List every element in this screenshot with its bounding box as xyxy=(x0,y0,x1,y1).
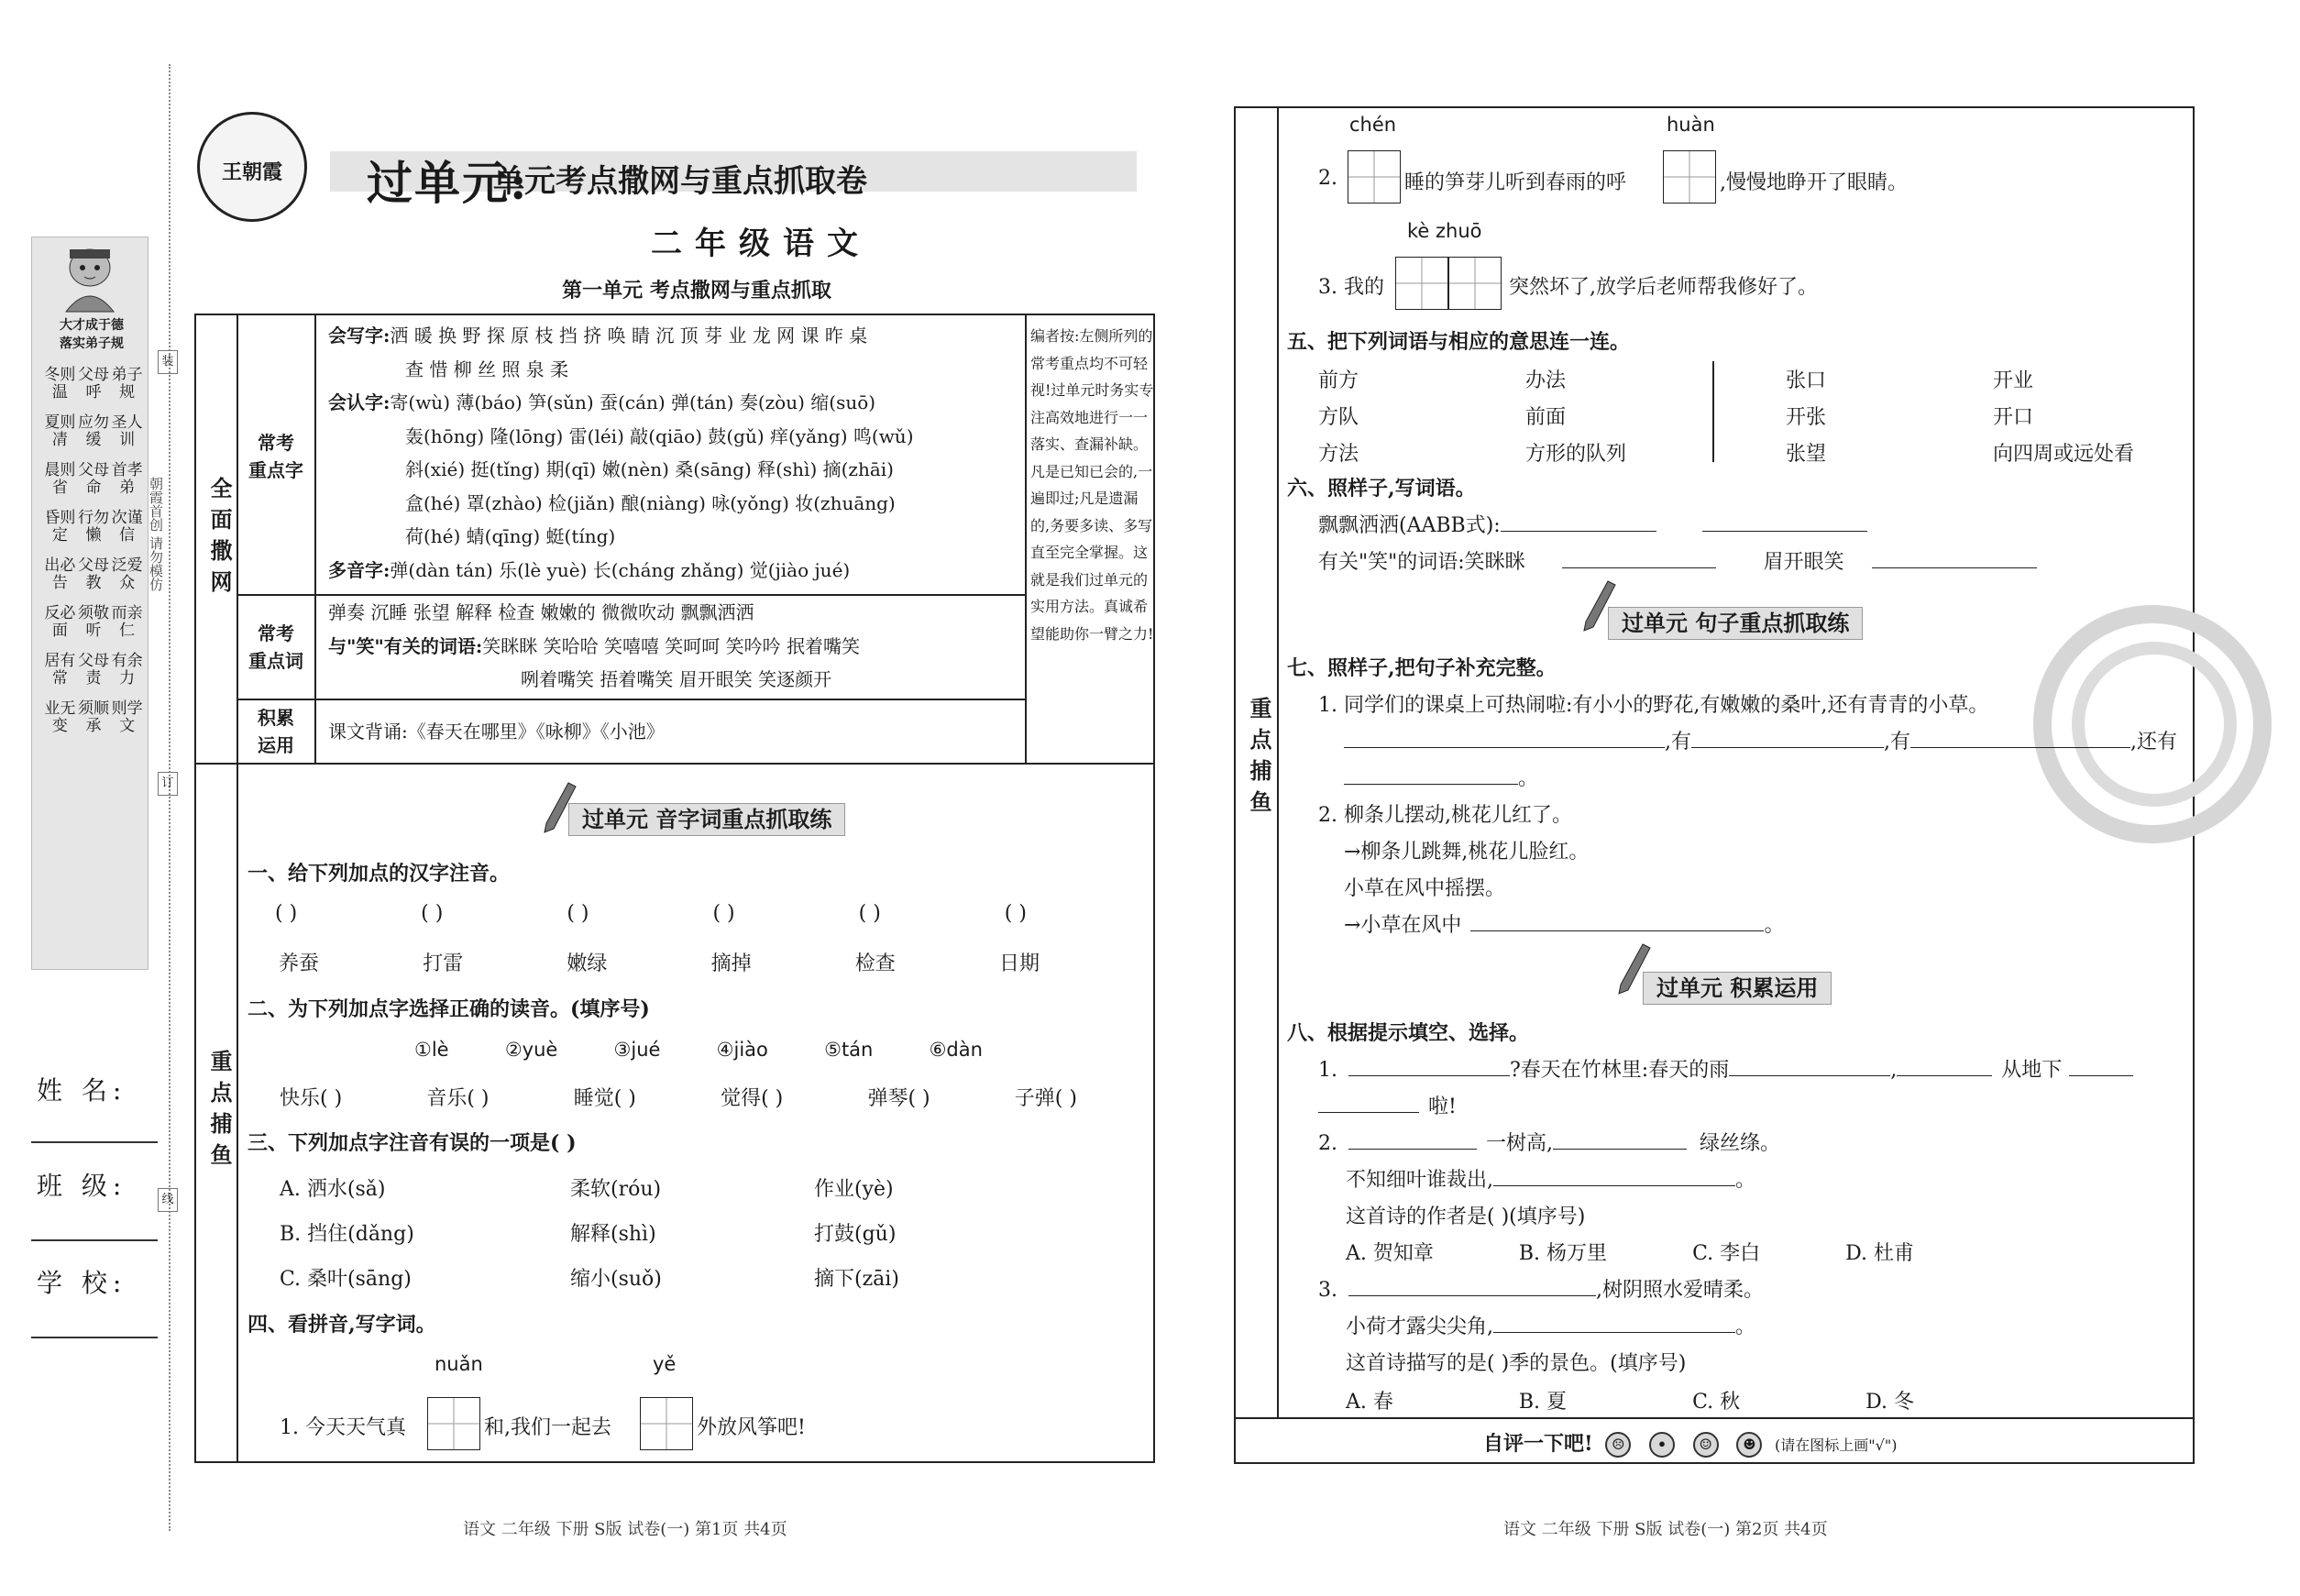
unit-title: 第一单元 考点撒网与重点抓取 xyxy=(562,279,831,303)
motto-cell: 晨则省 xyxy=(44,461,76,497)
question-1-title: 一、给下列加点的汉字注音。 xyxy=(248,862,511,886)
copyright-note: 朝霞首创 请勿模仿 xyxy=(148,477,164,591)
q4-sentence-part: 和,我们一起去 xyxy=(484,1416,611,1439)
section-banner: 过单元 句子重点抓取练 xyxy=(1608,607,1863,640)
q5-column xyxy=(1318,363,1359,473)
banner-title: 过单元: xyxy=(367,156,529,210)
grade-title: 二年级语文 xyxy=(651,226,871,262)
answer-blank[interactable] xyxy=(1702,512,1867,532)
answer-paren[interactable]: ( ) xyxy=(858,902,881,925)
q5-word[interactable]: 方法 xyxy=(1318,443,1359,466)
question-8-title: 八、根据提示填空、选择。 xyxy=(1287,1021,1530,1045)
school-label: 学 校: xyxy=(37,1268,127,1298)
key-fish-label: 重点捕鱼 xyxy=(1246,697,1272,821)
motto-cell: 弟子规 xyxy=(111,366,143,402)
q5-word[interactable]: 张望 xyxy=(1786,443,1827,466)
question-4-title: 四、看拼音,写字词。 xyxy=(248,1313,436,1337)
editor-note: 编者按:左侧所列的常考重点均不可轻视!过单元时务实专注高效地进行一一落实、查漏补缺。凡是已知已会的,一遍即过;凡是遗漏的,务要多读、多写直至完全掌握。这就是我们过单元的实用方法。真诚希望能助你一臂之力! xyxy=(1030,327,1154,643)
answer-blank[interactable] xyxy=(1344,728,1665,748)
pinyin-ye: yě xyxy=(653,1353,677,1375)
q2-item[interactable]: 觉得( ) xyxy=(721,1087,784,1110)
motto-cell: 首孝弟 xyxy=(111,461,143,497)
mascot-illustration xyxy=(53,244,127,314)
motto-cell: 昏则定 xyxy=(44,509,76,545)
motto-cell: 父母命 xyxy=(77,461,109,497)
q2-item[interactable]: 子弹( ) xyxy=(1014,1087,1077,1110)
sad-face-icon[interactable]: ☹ xyxy=(1605,1432,1631,1458)
q3-option: 柔软(róu) xyxy=(570,1178,662,1201)
q5-word[interactable]: 前方 xyxy=(1318,369,1359,392)
writing-grid-box[interactable] xyxy=(1448,257,1502,310)
q5-word[interactable]: 开张 xyxy=(1786,406,1827,429)
q8-option[interactable]: C. 李白 xyxy=(1692,1242,1761,1265)
q3-option[interactable]: C. 桑叶(sāng) xyxy=(280,1268,412,1291)
q5-word[interactable]: 方队 xyxy=(1318,406,1359,429)
q5-word[interactable]: 方形的队列 xyxy=(1525,443,1627,466)
motto-cell: 须顺承 xyxy=(77,699,109,735)
answer-paren[interactable]: ( ) xyxy=(712,902,735,925)
watermark-stamp-inner xyxy=(2072,642,2237,807)
key-words-content: 弹奏 沉睡 张望 解释 检查 嫩嫩的 微微吹动 飘飘洒洒 与"笑"有关的词语:笑眯眯 笑哈哈 笑嘻嘻 笑呵呵 笑吟吟 抿着嘴笑 咧着嘴笑 捂着嘴笑 眉开眼笑 笑逐颜开 xyxy=(328,601,861,690)
page2-footer: 语文 二年级 下册 S版 试卷(一) 第2页 共4页 xyxy=(1503,1520,1828,1539)
recite-content: 课文背诵:《春天在哪里》《咏柳》《小池》 xyxy=(328,721,665,743)
q1-word: 摘掉 xyxy=(710,952,752,975)
category-chars: 常考 重点字 xyxy=(248,432,303,481)
answer-blank[interactable] xyxy=(1897,1056,1992,1076)
q6-line-2: 有关"笑"的词语:笑眯眯 眉开眼笑 xyxy=(1318,546,2037,575)
category-words: 常考 重点词 xyxy=(248,622,303,672)
banner-subtitle: 单元考点撒网与重点抓取卷 xyxy=(493,163,867,200)
q8-line: 2. 一树高, 绿丝绦。 xyxy=(1318,1128,1780,1156)
q2-item[interactable]: 弹琴( ) xyxy=(867,1087,930,1110)
q5-column xyxy=(1525,363,1626,473)
question-2-title: 二、为下列加点字选择正确的读音。(填序号) xyxy=(248,997,650,1021)
answer-paren[interactable]: ( ) xyxy=(1004,902,1027,925)
section-banner: 过单元 积累运用 xyxy=(1643,972,1832,1005)
q3-option: 打鼓(gǔ) xyxy=(814,1223,897,1246)
question-6-title: 六、照样子,写词语。 xyxy=(1287,477,1476,501)
motto-cell: 次谨信 xyxy=(111,509,143,545)
school-field[interactable] xyxy=(31,1337,158,1338)
class-field[interactable] xyxy=(31,1239,158,1241)
q1-word: 打雷 xyxy=(423,952,464,975)
answer-blank[interactable] xyxy=(1501,512,1656,532)
motto-cell: 业无变 xyxy=(44,699,76,735)
answer-blank[interactable] xyxy=(1493,1166,1735,1186)
sentence-2-label: 2. xyxy=(1318,167,1337,190)
motto-cell: 父母责 xyxy=(77,652,109,688)
answer-blank[interactable] xyxy=(1553,1129,1687,1150)
answer-paren[interactable]: ( ) xyxy=(421,902,444,925)
q8-options xyxy=(1346,1386,1914,1414)
q8-options xyxy=(1346,1238,1914,1266)
key-fish-label: 重点捕鱼 xyxy=(206,1050,233,1174)
writing-grid-box[interactable] xyxy=(427,1397,480,1450)
q5-word[interactable]: 向四周或远处看 xyxy=(1993,443,2135,466)
answer-blank[interactable] xyxy=(2069,1056,2133,1076)
motto-title: 大才成于德 落实弟子规 xyxy=(60,318,124,351)
q7-example-2b: →柳条儿跳舞,桃花儿脸红。 xyxy=(1344,841,1590,864)
category-accumulate: 积累 运用 xyxy=(258,707,294,756)
q6-line-1: 飘飘洒洒(AABB式): xyxy=(1318,510,1867,538)
q1-word: 日期 xyxy=(998,952,1040,975)
q8-option[interactable]: C. 秋 xyxy=(1692,1391,1741,1414)
q3-option[interactable]: B. 挡住(dǎng) xyxy=(280,1223,414,1246)
q8-line: 啦! xyxy=(1318,1091,1457,1119)
answer-blank[interactable] xyxy=(1348,1129,1477,1150)
q8-line: 1. ?春天在竹林里:春天的雨 , 从地下 xyxy=(1318,1054,2133,1083)
q7-example: 1. 同学们的课桌上可热闹啦:有小小的野花,有嫩嫩的桑叶,还有青青的小草。 xyxy=(1318,694,1989,717)
answer-blank[interactable] xyxy=(1729,1056,1890,1076)
answer-blank[interactable] xyxy=(1344,765,1518,785)
q8-line: 不知细叶谁裁出, 。 xyxy=(1346,1164,1755,1193)
binding-mark: 线 xyxy=(158,1188,178,1212)
q8-option[interactable]: D. 冬 xyxy=(1865,1391,1914,1414)
answer-blank[interactable] xyxy=(1872,548,2037,568)
q5-column xyxy=(1786,363,1826,473)
q8-line: 小荷才露尖尖角, 。 xyxy=(1346,1311,1755,1339)
q4-sentence-part: 1. 今天天气真 xyxy=(280,1416,406,1439)
motto-cell: 反必面 xyxy=(44,604,76,640)
q2-item[interactable]: 睡觉( ) xyxy=(573,1087,636,1110)
motto-cell: 夏则凊 xyxy=(44,413,76,449)
motto-cell: 出必告 xyxy=(44,556,76,592)
q1-word: 检查 xyxy=(854,952,896,975)
class-label: 班 级: xyxy=(37,1171,127,1201)
motto-cell: 泛爱众 xyxy=(111,556,143,592)
sentence-2-text: ,慢慢地睁开了眼睛。 xyxy=(1720,171,1908,194)
motto-cell: 须敬听 xyxy=(77,604,109,640)
binding-mark: 订 xyxy=(158,772,178,796)
writing-grid-box[interactable] xyxy=(640,1397,693,1450)
q2-options: ①lè ②yuè ③jué ④jiào ⑤tán ⑥dàn xyxy=(414,1039,983,1061)
q7-fill-line: ,有 ,有 ,还有 xyxy=(1344,726,2177,754)
answer-blank[interactable] xyxy=(1470,911,1764,931)
writing-grid-box[interactable] xyxy=(1663,150,1716,204)
full-net-label: 全面撒网 xyxy=(206,477,233,601)
self-eval-row xyxy=(1483,1428,1897,1458)
name-field[interactable] xyxy=(31,1141,158,1143)
writing-grid-box[interactable] xyxy=(1348,150,1401,204)
q7-example-2: 2. 柳条儿摆动,桃花儿红了。 xyxy=(1318,804,1572,827)
self-eval-hint: (请在图标上画"√") xyxy=(1775,1436,1898,1454)
answer-blank[interactable] xyxy=(1348,1276,1596,1296)
pinyin-chen: chén xyxy=(1349,114,1397,136)
binding-line xyxy=(169,64,171,1531)
key-chars-content: 会写字:洒 暖 换 野 探 原 枝 挡 挤 唤 睛 沉 顶 芽 业 龙 网 课 昨 桌 查 惜 柳 丝 照 泉 柔 会认字:寄(wù) 薄(báo) 笋(sǔn) 蚕(cán) 弹(tán) 奏(zòu) 缩(suō) 轰(hōng) 隆(lōng) 雷(léi) 敲(qiāo) 鼓(gǔ) 痒(yǎng) 鸣(wǔ) 斜(xié) 挺(tǐng) 期(qī) 嫩(nèn) 桑(sāng) 释(shì) 摘(zhāi) 盒(hé) 罩(zhào) 检(jiǎn) 酿(niàng) 咏(yǒng) 妆(zhuāng) 荷(hé) 蜻(qīng) 蜓(tíng) 多音字:弹(dàn tán) 乐(lè yuè) 长(cháng zhǎng) 觉(jiào jué) xyxy=(328,325,914,581)
motto-grid xyxy=(44,367,143,735)
answer-blank[interactable] xyxy=(1493,1313,1735,1333)
q4-sentence-part: 外放风筝吧! xyxy=(697,1416,806,1439)
sentence-3-text: 突然坏了,放学后老师帮我修好了。 xyxy=(1509,276,1818,299)
q8-option[interactable]: D. 杜甫 xyxy=(1845,1242,1914,1265)
q8-option[interactable]: A. 贺知章 xyxy=(1346,1242,1434,1265)
q5-word[interactable]: 开业 xyxy=(1993,369,2034,392)
q1-word: 嫩绿 xyxy=(567,952,608,975)
q2-item[interactable]: 音乐( ) xyxy=(426,1087,490,1110)
sentence-2-text: 睡的笋芽儿听到春雨的呼 xyxy=(1404,171,1627,194)
q3-option: 作业(yè) xyxy=(814,1178,894,1201)
question-3-title: 三、下列加点字注音有误的一项是( ) xyxy=(248,1131,577,1155)
q8-choice-prompt: 这首诗的作者是( )(填序号) xyxy=(1346,1205,1586,1228)
q5-column xyxy=(1993,363,2134,473)
q8-line: 3. ,树阴照水爱晴柔。 xyxy=(1318,1274,1764,1303)
pinyin-nuan: nuǎn xyxy=(435,1353,483,1375)
neutral-face-icon[interactable]: • xyxy=(1649,1432,1675,1458)
q8-choice-prompt: 这首诗描写的是( )季的景色。(填序号) xyxy=(1346,1352,1687,1375)
q3-option: 缩小(suǒ) xyxy=(570,1268,662,1291)
q7-fill-line: →小草在风中 。 xyxy=(1344,909,1784,938)
answer-blank[interactable] xyxy=(1318,1093,1419,1113)
q1-word: 养蚕 xyxy=(279,952,320,975)
q1-word-row xyxy=(279,948,1040,976)
answer-blank[interactable] xyxy=(1562,548,1716,568)
q8-option[interactable]: B. 夏 xyxy=(1518,1391,1568,1414)
q8-option[interactable]: A. 春 xyxy=(1346,1391,1393,1414)
name-label: 姓 名: xyxy=(37,1075,127,1106)
q2-item[interactable]: 快乐( ) xyxy=(280,1087,343,1110)
self-eval-label: 自评一下吧! xyxy=(1483,1432,1593,1456)
motto-cell: 居有常 xyxy=(44,652,76,688)
answer-blank[interactable] xyxy=(1348,1056,1510,1076)
q3-option: 解释(shì) xyxy=(570,1223,656,1246)
answer-paren[interactable]: ( ) xyxy=(567,902,589,925)
q7-fill-line: 。 xyxy=(1344,763,1538,791)
sentence-3-text: 3. 我的 xyxy=(1318,276,1384,299)
question-5-title: 五、把下列词语与相应的意思连一连。 xyxy=(1287,330,1631,354)
happy-face-icon[interactable]: ☻ xyxy=(1736,1432,1762,1458)
question-7-title: 七、照样子,把句子补充完整。 xyxy=(1287,656,1557,680)
section-banner: 过单元 音字词重点抓取练 xyxy=(568,803,845,836)
motto-cell: 父母教 xyxy=(77,556,109,592)
pinyin-kezhuo: kè zhuō xyxy=(1407,220,1482,242)
writing-grid-box[interactable] xyxy=(1395,257,1448,310)
q7-prompt: 小草在风中摇摆。 xyxy=(1344,877,1506,900)
smile-face-icon[interactable]: ☺ xyxy=(1693,1432,1719,1458)
q3-option: 摘下(zāi) xyxy=(814,1268,899,1291)
motto-cell: 冬则温 xyxy=(44,366,76,402)
answer-paren[interactable]: ( ) xyxy=(275,902,298,925)
pinyin-huan: huàn xyxy=(1667,114,1715,136)
motto-cell: 有余力 xyxy=(111,652,143,688)
motto-cell: 应勿缓 xyxy=(77,413,109,449)
motto-cell: 则学文 xyxy=(111,699,143,735)
brand-logo: 王朝霞 xyxy=(197,112,307,222)
q2-items xyxy=(280,1083,1077,1111)
q8-option[interactable]: B. 杨万里 xyxy=(1518,1242,1608,1265)
answer-blank[interactable] xyxy=(1691,728,1884,748)
q5-word[interactable]: 开口 xyxy=(1993,406,2034,429)
q5-word[interactable]: 办法 xyxy=(1525,369,1567,392)
q5-word[interactable]: 张口 xyxy=(1786,369,1827,392)
binding-mark: 装 xyxy=(158,350,178,374)
q3-option[interactable]: A. 洒水(sǎ) xyxy=(280,1178,386,1201)
q5-word[interactable]: 前面 xyxy=(1525,406,1567,429)
motto-cell: 而亲仁 xyxy=(111,604,143,640)
q1-answer-row xyxy=(275,902,1027,925)
motto-cell: 圣人训 xyxy=(111,413,143,449)
page1-footer: 语文 二年级 下册 S版 试卷(一) 第1页 共4页 xyxy=(463,1520,787,1539)
motto-cell: 父母呼 xyxy=(77,366,109,402)
answer-blank[interactable] xyxy=(1910,728,2130,748)
motto-cell: 行勿懒 xyxy=(77,509,109,545)
